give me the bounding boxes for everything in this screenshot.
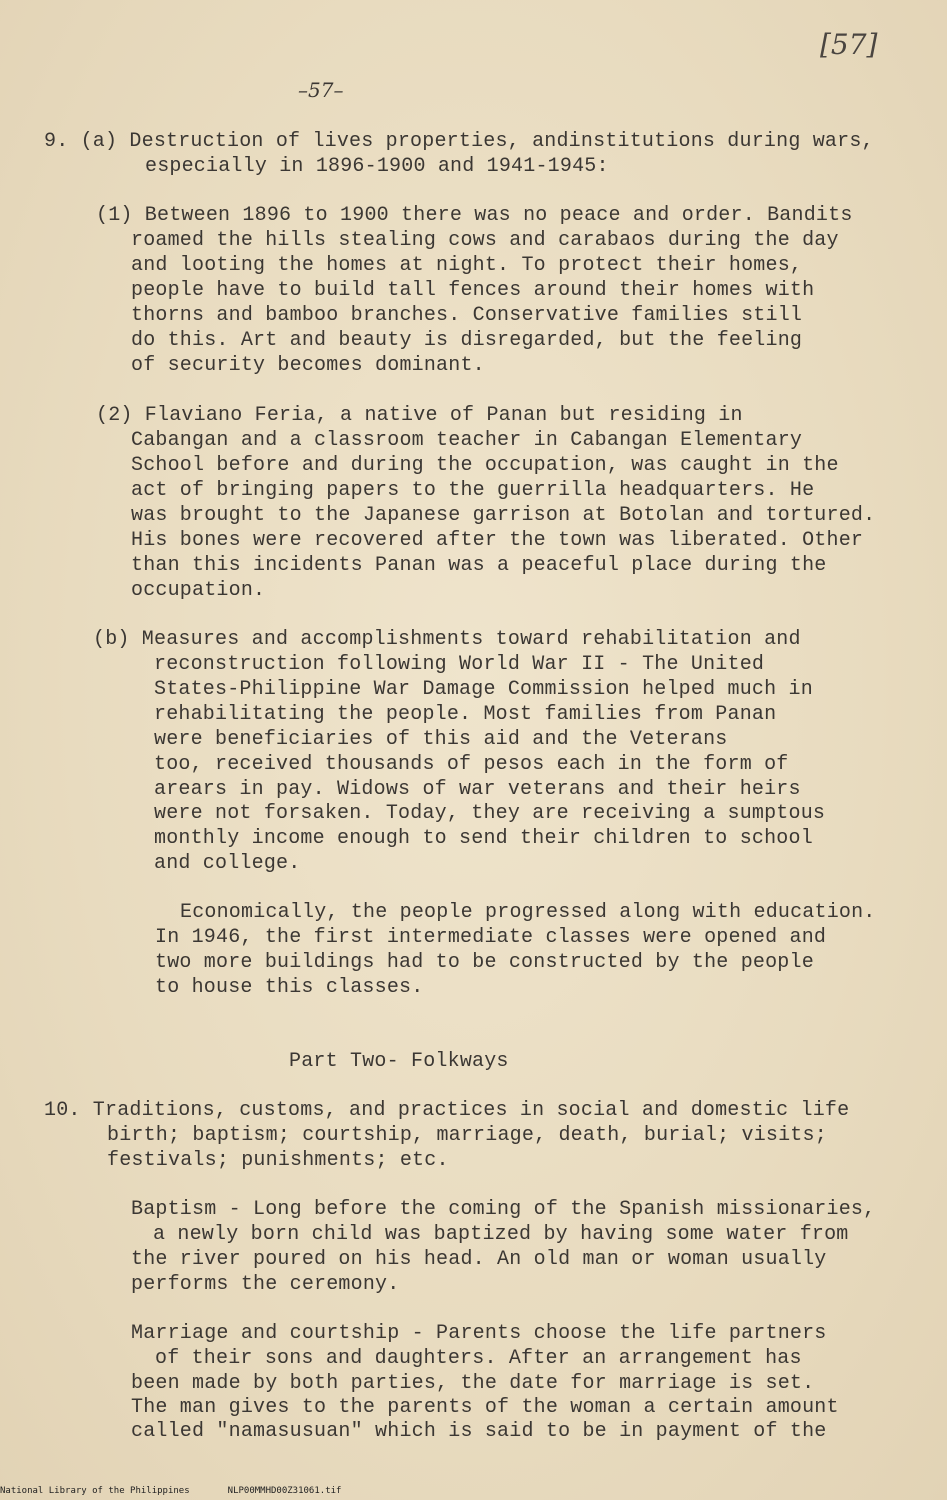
item-1-line: roamed the hills stealing cows and carabaos during the day xyxy=(131,229,839,252)
section-10-heading-line: 10. Traditions, customs, and practices in social and domestic life xyxy=(44,1099,850,1122)
item-1-line: do this. Art and beauty is disregarded, but the feeling xyxy=(131,329,803,352)
baptism-line: the river poured on his head. An old man or woman usually xyxy=(131,1248,827,1271)
marriage-line: been made by both parties, the date for marriage is set. xyxy=(131,1372,815,1395)
item-1-line: of security becomes dominant. xyxy=(131,354,485,377)
economics-line: to house this classes. xyxy=(155,976,424,999)
section-9-heading-line: 9. (a) Destruction of lives properties, andinstitutions during wars, xyxy=(44,130,874,153)
baptism-line: a newly born child was baptized by having some water from xyxy=(153,1223,849,1246)
page-number: –57– xyxy=(298,78,344,102)
item-2-line: School before and during the occupation, was caught in the xyxy=(131,454,839,477)
item-1-line: thorns and bamboo branches. Conservative families still xyxy=(131,304,803,327)
part-b-line: were not forsaken. Today, they are receiving a sumptous xyxy=(154,802,826,825)
part-b-line: too, received thousands of pesos each in the form of xyxy=(154,753,789,776)
section-10-heading-line: festivals; punishments; etc. xyxy=(107,1149,449,1172)
baptism-line: Baptism - Long before the coming of the Spanish missionaries, xyxy=(131,1198,876,1221)
marriage-line: of their sons and daughters. After an arrangement has xyxy=(155,1347,802,1370)
part-two-title: Part Two- Folkways xyxy=(289,1050,509,1073)
part-b-line: monthly income enough to send their children to school xyxy=(154,827,813,850)
item-2-line: than this incidents Panan was a peaceful place during the xyxy=(131,554,827,577)
section-10-heading-line: birth; baptism; courtship, marriage, death, burial; visits; xyxy=(107,1124,827,1147)
item-2-line: act of bringing papers to the guerrilla headquarters. He xyxy=(131,479,815,502)
footer-library: National Library of the Philippines xyxy=(0,1486,190,1496)
item-2-line: Cabangan and a classroom teacher in Cabangan Elementary xyxy=(131,429,803,452)
item-2-line: occupation. xyxy=(131,579,266,602)
part-b-line: States-Philippine War Damage Commission helped much in xyxy=(154,678,813,701)
part-b-line: arears in pay. Widows of war veterans and their heirs xyxy=(154,778,801,801)
economics-line: Economically, the people progressed along with education. xyxy=(180,901,876,924)
economics-line: In 1946, the first intermediate classes were opened and xyxy=(155,926,827,949)
item-1-line: (1) Between 1896 to 1900 there was no peace and order. Bandits xyxy=(96,204,853,227)
section-9-heading-line: especially in 1896-1900 and 1941-1945: xyxy=(145,155,609,178)
economics-line: two more buildings had to be constructed by the people xyxy=(155,951,814,974)
item-2-line: was brought to the Japanese garrison at Botolan and tortured. xyxy=(131,504,876,527)
part-b-line: (b) Measures and accomplishments toward rehabilitation and xyxy=(93,628,801,651)
baptism-line: performs the ceremony. xyxy=(131,1273,400,1296)
item-2-line: His bones were recovered after the town was liberated. Other xyxy=(131,529,864,552)
marriage-line: The man gives to the parents of the woman a certain amount xyxy=(131,1396,839,1419)
marriage-line: Marriage and courtship - Parents choose the life partners xyxy=(131,1322,827,1345)
part-b-line: reconstruction following World War II - The United xyxy=(154,653,765,676)
item-2-line: (2) Flaviano Feria, a native of Panan but residing in xyxy=(96,404,743,427)
item-1-line: people have to build tall fences around their homes with xyxy=(131,279,815,302)
part-b-line: were beneficiaries of this aid and the Veterans xyxy=(154,728,728,751)
part-b-line: and college. xyxy=(154,852,301,875)
footer-file-id: NLP00MMHD00Z31061.tif xyxy=(227,1486,342,1496)
part-b-line: rehabilitating the people. Most families from Panan xyxy=(154,703,777,726)
scan-footer xyxy=(0,1486,341,1496)
marriage-line: called "namasusuan" which is said to be in payment of the xyxy=(131,1420,827,1443)
item-1-line: and looting the homes at night. To protect their homes, xyxy=(131,254,803,277)
handwritten-page-mark: [57] xyxy=(820,28,878,61)
